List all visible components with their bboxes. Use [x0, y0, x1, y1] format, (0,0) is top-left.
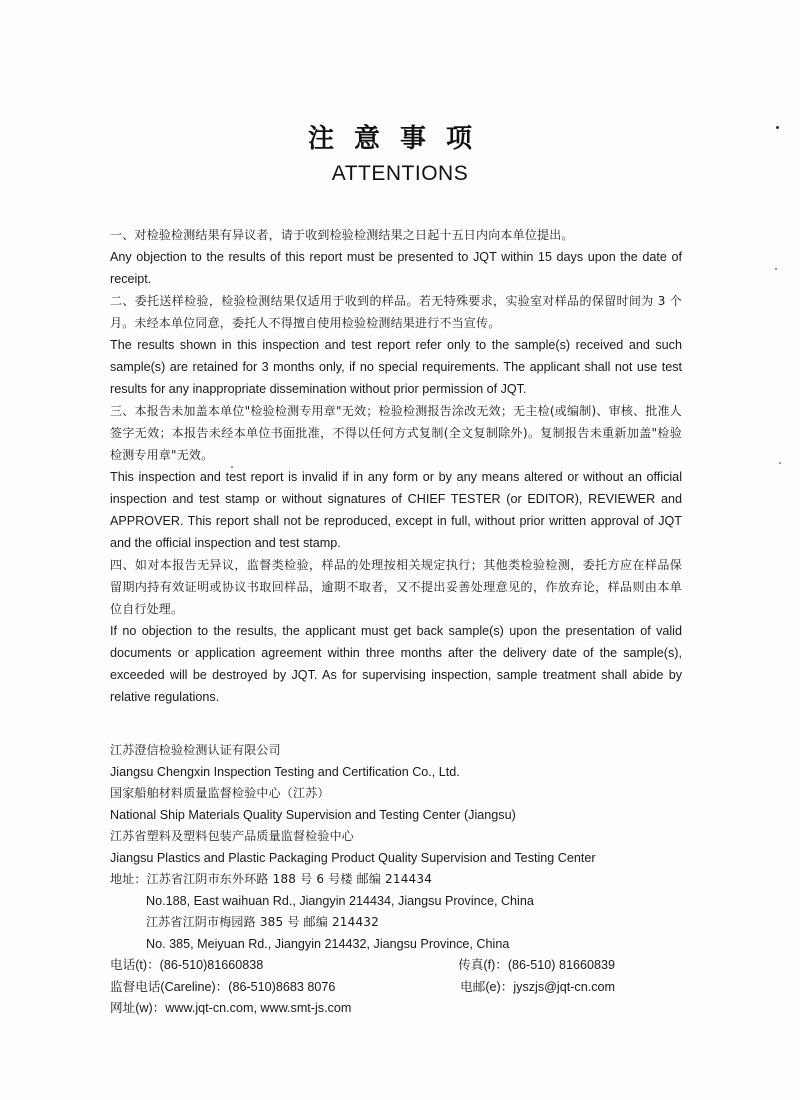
section-1-english: Any objection to the results of this report must be presented to JQT within 15 days upon the date of receipt.	[110, 250, 682, 286]
contact-row-1	[110, 955, 615, 977]
fax: 传真(f)：(86-510) 81660839	[458, 958, 615, 972]
section-3-english: This inspection and test report is invalid if in any form or by any means altered or without an official inspection and test stamp or without signatures of CHIEF TESTER (or EDITOR), REVIEWER and APPROVER. This report shall not be reproduced, except in full, without prior written approval of JQT and the official inspection and test stamp.	[110, 470, 682, 550]
attention-sections	[110, 224, 682, 708]
scan-speck	[779, 462, 781, 464]
address-1-chinese: 江苏省江阴市东外环路 188 号 6 号楼 邮编 214434	[146, 872, 433, 886]
scan-speck	[776, 126, 779, 129]
section-4-chinese: 四、如对本报告无异议，监督类检验，样品的处理按相关规定执行；其他类检验检测，委托方应在样品保留期内持有效证明或协议书取回样品，逾期不取者，又不提出妥善处理意见的，作放弃论，样品则由本单位自行处理。	[110, 558, 682, 616]
title-english: ATTENTIONS	[331, 162, 469, 185]
address-2-chinese: 江苏省江阴市梅园路 385 号 邮编 214432	[146, 915, 379, 929]
org1-chinese: 江苏澄信检验检测认证有限公司	[110, 743, 281, 757]
org1-english: Jiangsu Chengxin Inspection Testing and Certification Co., Ltd.	[110, 764, 460, 779]
scan-speck	[775, 268, 777, 270]
org3-chinese: 江苏省塑料及塑料包装产品质量监督检验中心	[110, 829, 355, 843]
address-label: 地址：	[110, 872, 147, 886]
org2-english: National Ship Materials Quality Supervision and Testing Center (Jiangsu)	[110, 807, 516, 822]
telephone: 电话(t)：(86-510)81660838	[110, 958, 264, 972]
section-1-chinese: 一、对检验检测结果有异议者，请于收到检验检测结果之日起十五日内向本单位提出。	[110, 228, 574, 242]
section-2-chinese: 二、委托送样检验，检验检测结果仅适用于收到的样品。若无特殊要求，实验室对样品的保留时间为 3 个月。未经本单位同意，委托人不得擅自使用检验检测结果进行不当宣传。	[110, 294, 682, 330]
section-3-chinese: 三、本报告未加盖本单位"检验检测专用章"无效；检验检测报告涂改无效；无主检(或编制)、审核、批准人签字无效；本报告未经本单位书面批准，不得以任何方式复制(全文复制除外)。复制报告未重新加盖"检验检测专用章"无效。	[110, 404, 682, 462]
section-4-english: If no objection to the results, the applicant must get back sample(s) upon the presentation of valid documents or application agreement within three months after the delivery date of the sample(s), exceeded will be destroyed by JQT. As for supervising inspection, sample treatment shall abide by relative regulations.	[110, 624, 682, 704]
title-chinese: 注意事项	[307, 124, 492, 154]
address-1-english: No.188, East waihuan Rd., Jiangyin 214434, Jiangsu Province, China	[146, 893, 534, 908]
organization-info	[110, 740, 682, 1020]
org2-chinese: 国家船舶材料质量监督检验中心（江苏）	[110, 786, 330, 800]
scan-speck	[231, 466, 233, 468]
section-2-english: The results shown in this inspection and test report refer only to the sample(s) received and such sample(s) are retained for 3 months only, if no special requirements. The applicant shall not use test results for any inappropriate dissemination without prior permission of JQT.	[110, 338, 682, 396]
address-line-1	[110, 869, 682, 891]
address-2-english: No. 385, Meiyuan Rd., Jiangyin 214432, Jiangsu Province, China	[146, 936, 510, 951]
contact-row-2	[110, 977, 615, 999]
org3-english: Jiangsu Plastics and Plastic Packaging Product Quality Supervision and Testing Center	[110, 850, 596, 865]
website: 网址(w)：www.jqt-cn.com, www.smt-js.com	[110, 1001, 352, 1015]
careline: 监督电话(Careline)：(86-510)8683 8076	[110, 979, 336, 994]
email: 电邮(e)：jyszjs@jqt-cn.com	[460, 979, 615, 994]
